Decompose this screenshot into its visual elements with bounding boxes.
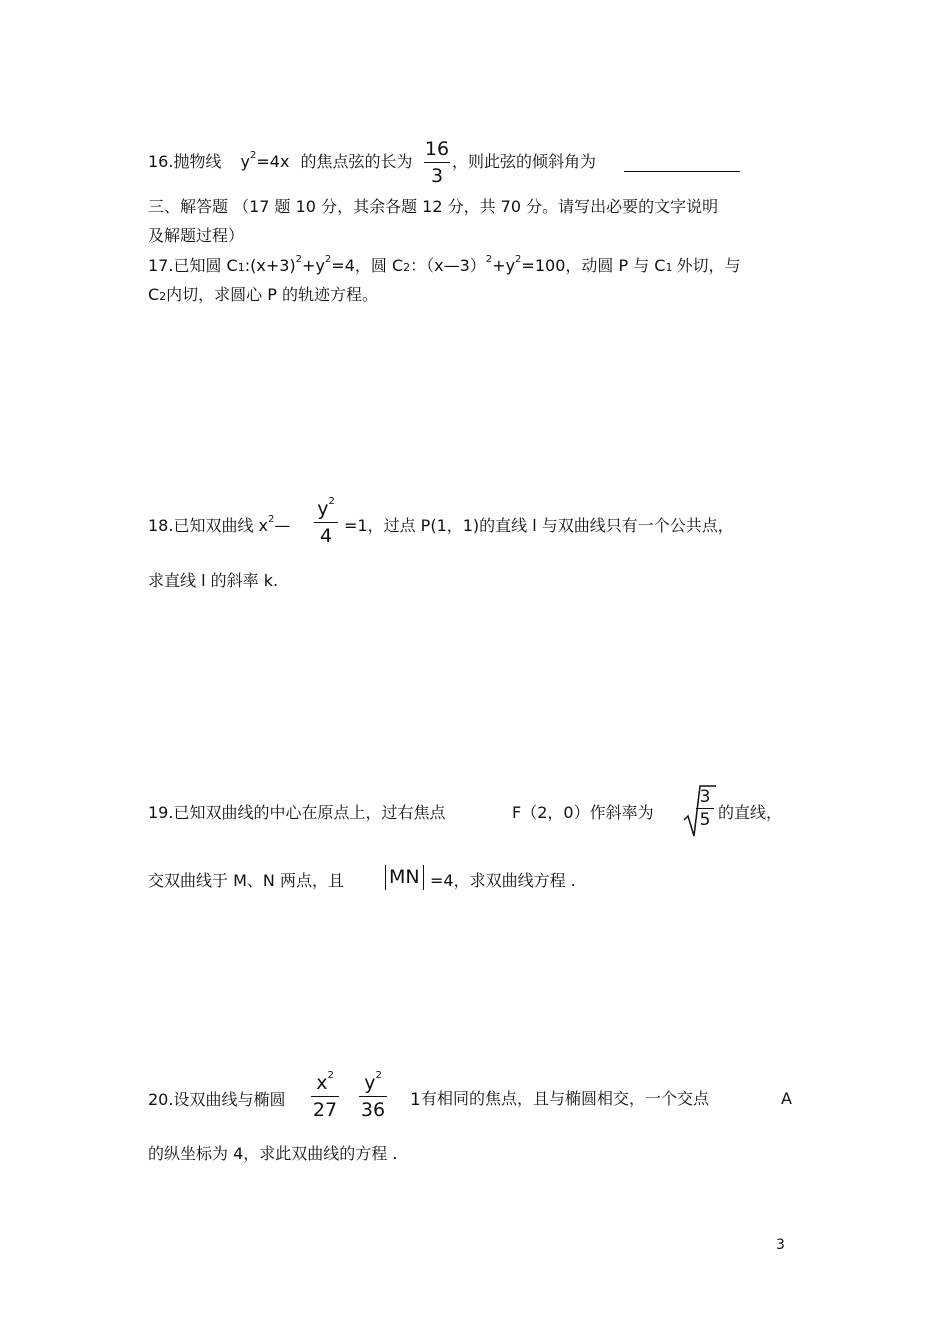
q20-prefix: 20.设双曲线与椭圆 bbox=[148, 1090, 286, 1109]
section-3-heading-cont: 及解题过程） bbox=[148, 226, 245, 245]
q18-frac-num: $y^2$ bbox=[317, 496, 335, 520]
q20-f2-num: $y^2$ bbox=[364, 1070, 382, 1094]
q18-fraction bbox=[314, 496, 338, 547]
q16-equation: $y^2=4x$ bbox=[240, 150, 290, 171]
q19-focus: F（2，0）作斜率为 bbox=[512, 803, 654, 822]
q16-mid: 的焦点弦的长为 bbox=[300, 152, 413, 171]
q19-line2-b: =4，求双曲线方程 . bbox=[430, 871, 576, 890]
q20-f1-num: $x^2$ bbox=[316, 1070, 334, 1094]
q19-line2-a: 交双曲线于 M、N 两点，且 bbox=[148, 871, 344, 890]
q20-fraction-2 bbox=[359, 1070, 387, 1121]
q20-f2-den: 36 bbox=[360, 1099, 386, 1121]
q17-line2: C2内切，求圆心 P 的轨迹方程。 bbox=[148, 285, 378, 304]
q20-line2: 的纵坐标为 4，求此双曲线的方程 . bbox=[148, 1144, 398, 1163]
q16-frac-den: 3 bbox=[430, 165, 444, 187]
q20-f2-bar bbox=[359, 1096, 387, 1097]
q19-abs-mn: MN bbox=[385, 865, 424, 890]
q17-line1: 17.已知圆 $C1:(x+3)^2+y^2=4$，圆 C2：$(x—3)^2+y^2=100$，动圆 P 与 C1 外切，与 bbox=[148, 254, 741, 275]
q19-prefix: 19.已知双曲线的中心在原点上，过右焦点 bbox=[148, 803, 446, 822]
q19-sqrt-den: 5 bbox=[699, 810, 711, 830]
q16-prefix: 16.抛物线 bbox=[148, 152, 222, 171]
q19-sqrt-bar bbox=[696, 808, 714, 809]
q16-frac-num: 16 bbox=[424, 138, 450, 160]
q20-f1-bar bbox=[311, 1096, 339, 1097]
page-number: 3 bbox=[776, 1237, 785, 1253]
q16-suffix: ，则此弦的倾斜角为 bbox=[452, 152, 597, 171]
q20-fraction-1 bbox=[311, 1070, 339, 1121]
q18-frac-bar bbox=[314, 522, 338, 523]
q18-frac-den: 4 bbox=[319, 525, 333, 547]
q16-answer-blank bbox=[624, 171, 740, 172]
q18-line2: 求直线 l 的斜率 k. bbox=[148, 571, 279, 590]
q18-prefix: 18.已知双曲线 $x^2—$ bbox=[148, 514, 291, 535]
q20-mid: 有相同的焦点，且与椭圆相交，一个交点 bbox=[421, 1089, 710, 1108]
q20-point-a: A bbox=[781, 1089, 792, 1108]
q19-sqrt bbox=[682, 782, 716, 840]
q20-f1-den: 27 bbox=[312, 1099, 338, 1121]
q20-one: 1 bbox=[410, 1090, 421, 1110]
q18-suffix: =1，过点 P(1，1)的直线 l 与双曲线只有一个公共点， bbox=[344, 516, 734, 535]
q16-fraction bbox=[424, 140, 450, 186]
section-3-heading: 三、解答题 （17 题 10 分，其余各题 12 分，共 70 分。请写出必要的文字说明 bbox=[148, 197, 719, 216]
q19-suffix: 的直线， bbox=[718, 803, 783, 822]
q19-sqrt-num: 3 bbox=[699, 787, 711, 807]
q16-line bbox=[148, 150, 413, 171]
q16-frac-bar bbox=[424, 162, 450, 163]
